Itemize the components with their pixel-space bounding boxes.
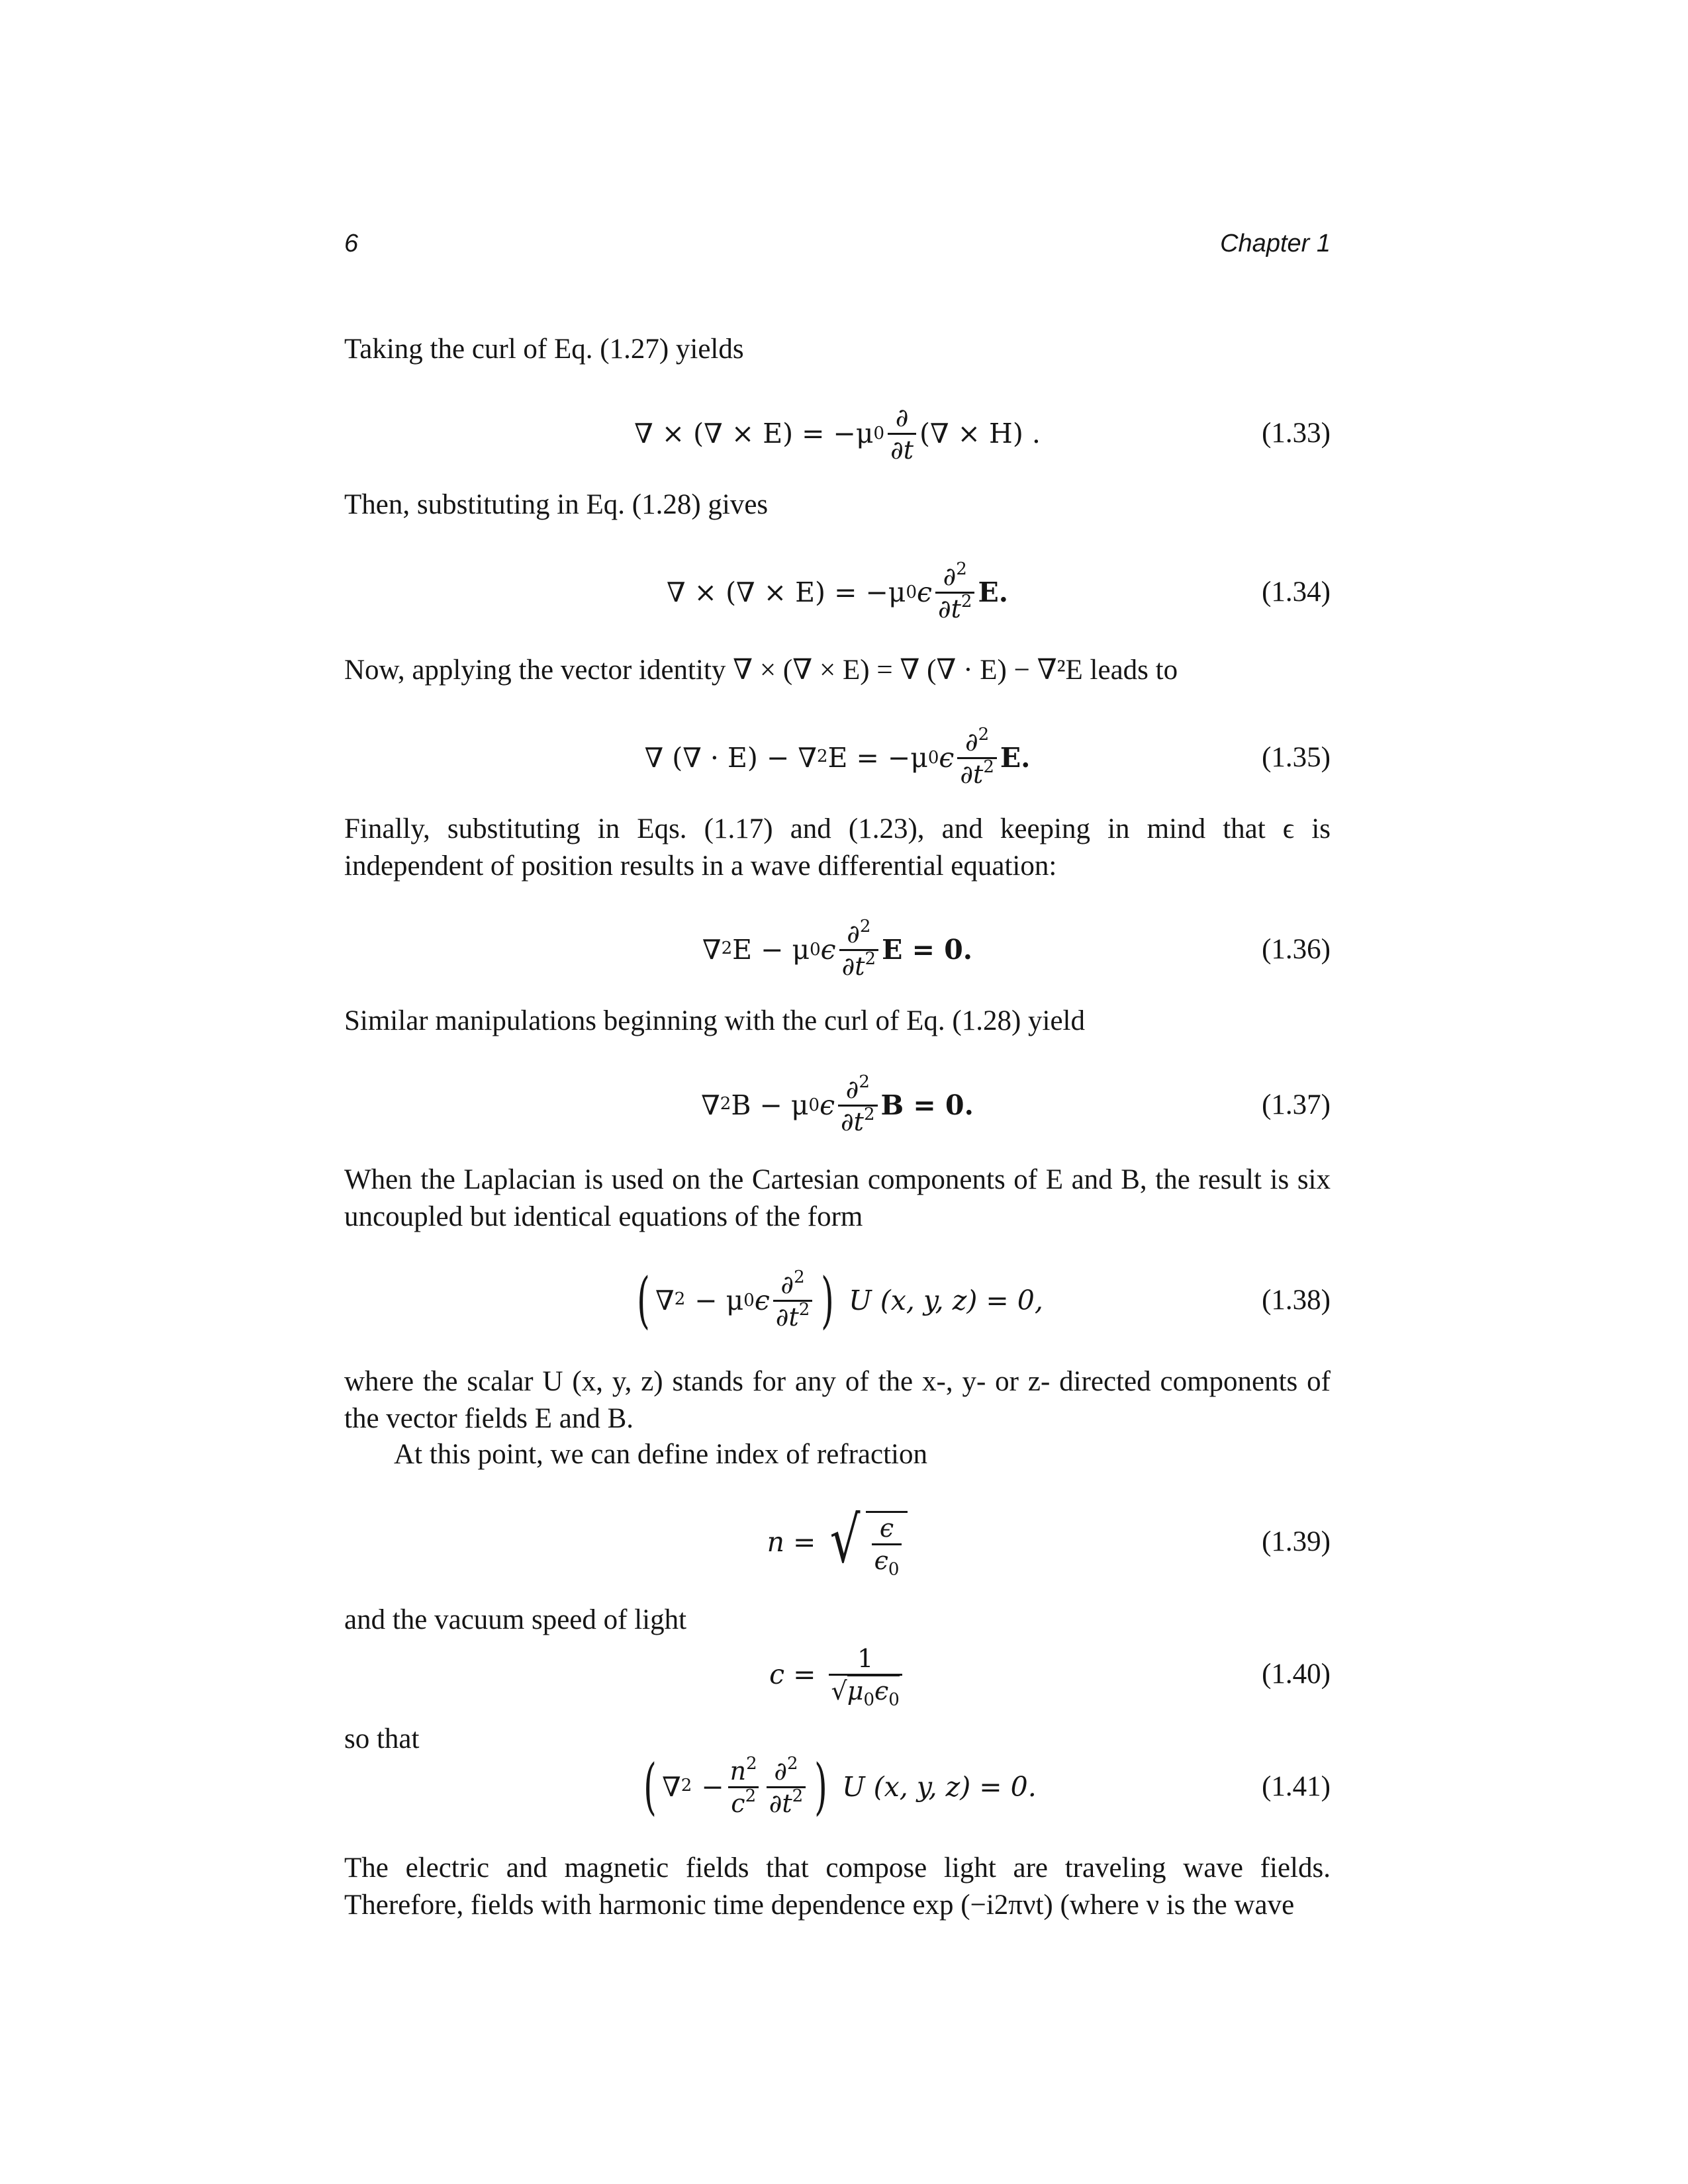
eq-lhs: ∇ — [701, 1089, 720, 1121]
eq-lhs: ∇ (∇ · E) − ∇ — [644, 742, 817, 774]
paragraph: so that — [344, 1723, 420, 1754]
paragraph: where the scalar U (x, y, z) stands for any of the x-, y- or z- directed components of the vector fields E and B. — [344, 1366, 1331, 1434]
equation-number: (1.41) — [1262, 1771, 1331, 1802]
equation-body: ∇ (∇ · E) − ∇ $^2$ E = −μ 0 ϵ $\frac{\partial^2}{\partial t^2}$ E. — [644, 724, 1031, 789]
equation-body: ∇ $^2$ B − μ 0 ϵ $\frac{\partial^2}{\partial t^2}$ B = 0. — [701, 1071, 974, 1136]
nabla: ∇ — [655, 1285, 675, 1316]
fraction — [767, 1753, 806, 1819]
frac-den — [767, 1786, 806, 1819]
eq-rhs: E. — [1000, 742, 1031, 774]
eq-lhs: c = — [769, 1659, 816, 1690]
frac-den — [935, 592, 974, 624]
equation-1-41 — [344, 1737, 1331, 1837]
paragraph: and the vacuum speed of light — [344, 1604, 687, 1635]
frac-den — [872, 1543, 902, 1580]
partial-t: ∂t — [775, 1302, 799, 1332]
equation-body: ( ∇ $^2$ − μ 0 ϵ $\frac{\partial^2}{\partial t^2}$ ) U (x, y, z) = 0, — [637, 1265, 1043, 1336]
partial: ∂ — [943, 561, 957, 591]
frac-num — [771, 1753, 800, 1786]
frac-num — [778, 1269, 807, 1300]
equation-1-40 — [344, 1628, 1331, 1721]
partial: ∂ — [847, 919, 860, 948]
fraction — [839, 916, 878, 981]
fraction — [957, 724, 996, 790]
frac-num: 1 — [857, 1643, 874, 1673]
equation-body: ∇ $^2$ E − μ 0 ϵ $\frac{\partial^2}{\partial t^2}$ E = 0. — [702, 916, 973, 981]
eq-rhs: E = 0. — [882, 934, 973, 966]
radical-sign: √ — [830, 1503, 861, 1577]
paren-open: ( — [637, 1265, 650, 1336]
frac-num: ϵ — [879, 1514, 894, 1543]
fraction — [872, 1513, 902, 1580]
fraction — [829, 1643, 902, 1710]
partial: ∂ — [780, 1269, 794, 1299]
equation-number: (1.34) — [1262, 576, 1331, 608]
eq-rhs: B = 0. — [880, 1089, 974, 1121]
paragraph: Finally, substituting in Eqs. (1.17) and (1.23), and keeping in mind that ϵ is independent of position results in a wave differential equation: — [344, 813, 1331, 882]
equation-number: (1.37) — [1262, 1089, 1331, 1120]
eq-lhs2: B − μ — [731, 1089, 809, 1121]
mu: μ — [847, 1676, 864, 1706]
exp: 2 — [859, 1071, 870, 1092]
eq-minus: − — [701, 1771, 724, 1803]
equation-body — [769, 1643, 906, 1710]
eq-rhs: U (x, y, z) = 0, — [849, 1285, 1043, 1316]
paragraph: When the Laplacian is used on the Cartesian components of E and B, the result is six uncoupled but identical equations of the form — [344, 1164, 1331, 1232]
equation-number: (1.39) — [1262, 1526, 1331, 1557]
frac-num — [962, 724, 992, 757]
n: n — [729, 1756, 747, 1786]
eq-rhs: U (x, y, z) = 0. — [842, 1771, 1037, 1803]
frac-den: ∂t — [888, 433, 916, 465]
exp: 2 — [859, 916, 871, 936]
partial-t: ∂t — [841, 1107, 864, 1136]
exp: 2 — [792, 1786, 804, 1806]
eq-rhs: (∇ × H) . — [919, 418, 1041, 449]
eq-minus: − μ — [694, 1285, 744, 1316]
paragraph: Similar manipulations beginning with the curl of Eq. (1.28) yield — [344, 1005, 1086, 1036]
exp: 2 — [961, 591, 972, 612]
equation-1-37 — [344, 1062, 1331, 1148]
partial-t: ∂t — [960, 759, 984, 789]
eq-rhs: E. — [978, 576, 1008, 608]
eq-sub: 0 — [888, 1690, 900, 1710]
frac-den — [728, 1786, 759, 1819]
fraction — [727, 1753, 760, 1819]
paragraph: Now, applying the vector identity ∇ × (∇ × E) = ∇ (∇ · E) − ∇²E leads to — [344, 655, 1178, 686]
eq-lhs: ∇ — [702, 934, 722, 966]
equation-number: (1.36) — [1262, 934, 1331, 965]
sqrt-body — [847, 1674, 900, 1710]
exp: 2 — [978, 724, 990, 745]
partial-t: ∂t — [937, 594, 961, 623]
equation-1-38 — [344, 1251, 1331, 1350]
frac-num — [843, 1071, 872, 1105]
equation-number: (1.38) — [1262, 1285, 1331, 1316]
equation-number: (1.40) — [1262, 1659, 1331, 1690]
partial: ∂ — [774, 1756, 787, 1786]
page-number: 6 — [344, 230, 359, 257]
sqrt-body — [866, 1511, 908, 1580]
equation-number: (1.33) — [1262, 418, 1331, 449]
exp: 2 — [798, 1299, 810, 1320]
partial-t: ∂t — [841, 951, 865, 981]
exp: 2 — [863, 1104, 875, 1124]
c: c — [731, 1788, 745, 1818]
partial-t: ∂t — [769, 1788, 792, 1818]
paren-close: ) — [814, 1751, 827, 1822]
frac-den — [839, 949, 878, 981]
eq-lhs2: E = −μ — [827, 742, 928, 774]
exp: 2 — [794, 1267, 805, 1287]
paragraph: Then, substituting in Eq. (1.28) gives — [344, 489, 769, 520]
paragraph: The electric and magnetic fields that compose light are traveling wave fields. Therefore, fields with harmonic time dependence exp (−i2πνt) (where ν is the wave — [344, 1852, 1331, 1921]
equation-body — [767, 1503, 908, 1580]
frac-den — [957, 757, 996, 790]
sqrt — [825, 1503, 908, 1580]
paren-close: ) — [821, 1265, 835, 1336]
equation-body: ∇ × (∇ × E) = −μ 0 $\frac{\partial}{\partial t}$ (∇ × H) . — [634, 402, 1041, 465]
eq-eps: ϵ — [939, 742, 955, 774]
frac-den — [773, 1300, 812, 1332]
nabla: ∇ — [662, 1771, 681, 1803]
equation-1-34 — [344, 549, 1331, 635]
eq-sub: 0 — [888, 1559, 900, 1580]
frac-num — [844, 916, 873, 949]
eq-lhs2: E − μ — [732, 934, 810, 966]
equation-body: ∇ × (∇ × E) = −μ 0 ϵ $\frac{\partial^2}{\partial t^2}$ E. — [667, 559, 1008, 623]
exp: 2 — [983, 756, 994, 777]
fraction — [935, 561, 974, 624]
eq-eps: ϵ — [754, 1285, 770, 1316]
equation-1-39 — [344, 1492, 1331, 1592]
fraction — [838, 1071, 877, 1137]
running-header — [344, 225, 1331, 262]
equation-number: (1.35) — [1262, 742, 1331, 773]
fraction — [773, 1269, 812, 1332]
exp: 2 — [746, 1753, 757, 1774]
eq-eps: ϵ — [820, 1089, 835, 1121]
paragraph: At this point, we can define index of refraction — [394, 1439, 927, 1470]
frac-num: ∂ — [895, 402, 909, 432]
eq-lhs: ∇ × (∇ × E) = −μ — [667, 576, 906, 608]
eps: ϵ — [874, 1546, 888, 1575]
exp: 2 — [956, 559, 967, 579]
partial: ∂ — [845, 1074, 859, 1104]
frac-num — [727, 1753, 760, 1786]
exp: 2 — [745, 1786, 757, 1806]
frac-den — [838, 1105, 877, 1137]
exp: 2 — [865, 948, 876, 969]
equation-body: ( ∇ $^2$ − $\frac{n^2}{c^2}$ $\frac{\partial^2}{\partial t^2}$ ) U (x, y, z) = 0. — [643, 1751, 1037, 1822]
eq-eps: ϵ — [820, 934, 836, 966]
equation-1-33 — [344, 390, 1331, 477]
equation-1-36 — [344, 907, 1331, 993]
eq-lhs: n = — [767, 1526, 816, 1558]
eq-lhs: ∇ × (∇ × E) = −μ — [634, 418, 874, 449]
eq-eps: ϵ — [917, 576, 932, 608]
fraction — [888, 402, 916, 465]
partial: ∂ — [965, 727, 978, 756]
chapter-label: Chapter 1 — [1220, 230, 1331, 257]
eps: ϵ — [874, 1676, 889, 1706]
exp: 2 — [786, 1753, 798, 1774]
frac-den: $√\mu_0\epsilon_0$ — [829, 1674, 902, 1706]
eq-sub: 0 — [863, 1690, 874, 1710]
frac-num — [941, 561, 970, 592]
equation-1-35 — [344, 715, 1331, 801]
paren-open: ( — [643, 1751, 657, 1822]
paragraph: Taking the curl of Eq. (1.27) yields — [344, 334, 744, 365]
